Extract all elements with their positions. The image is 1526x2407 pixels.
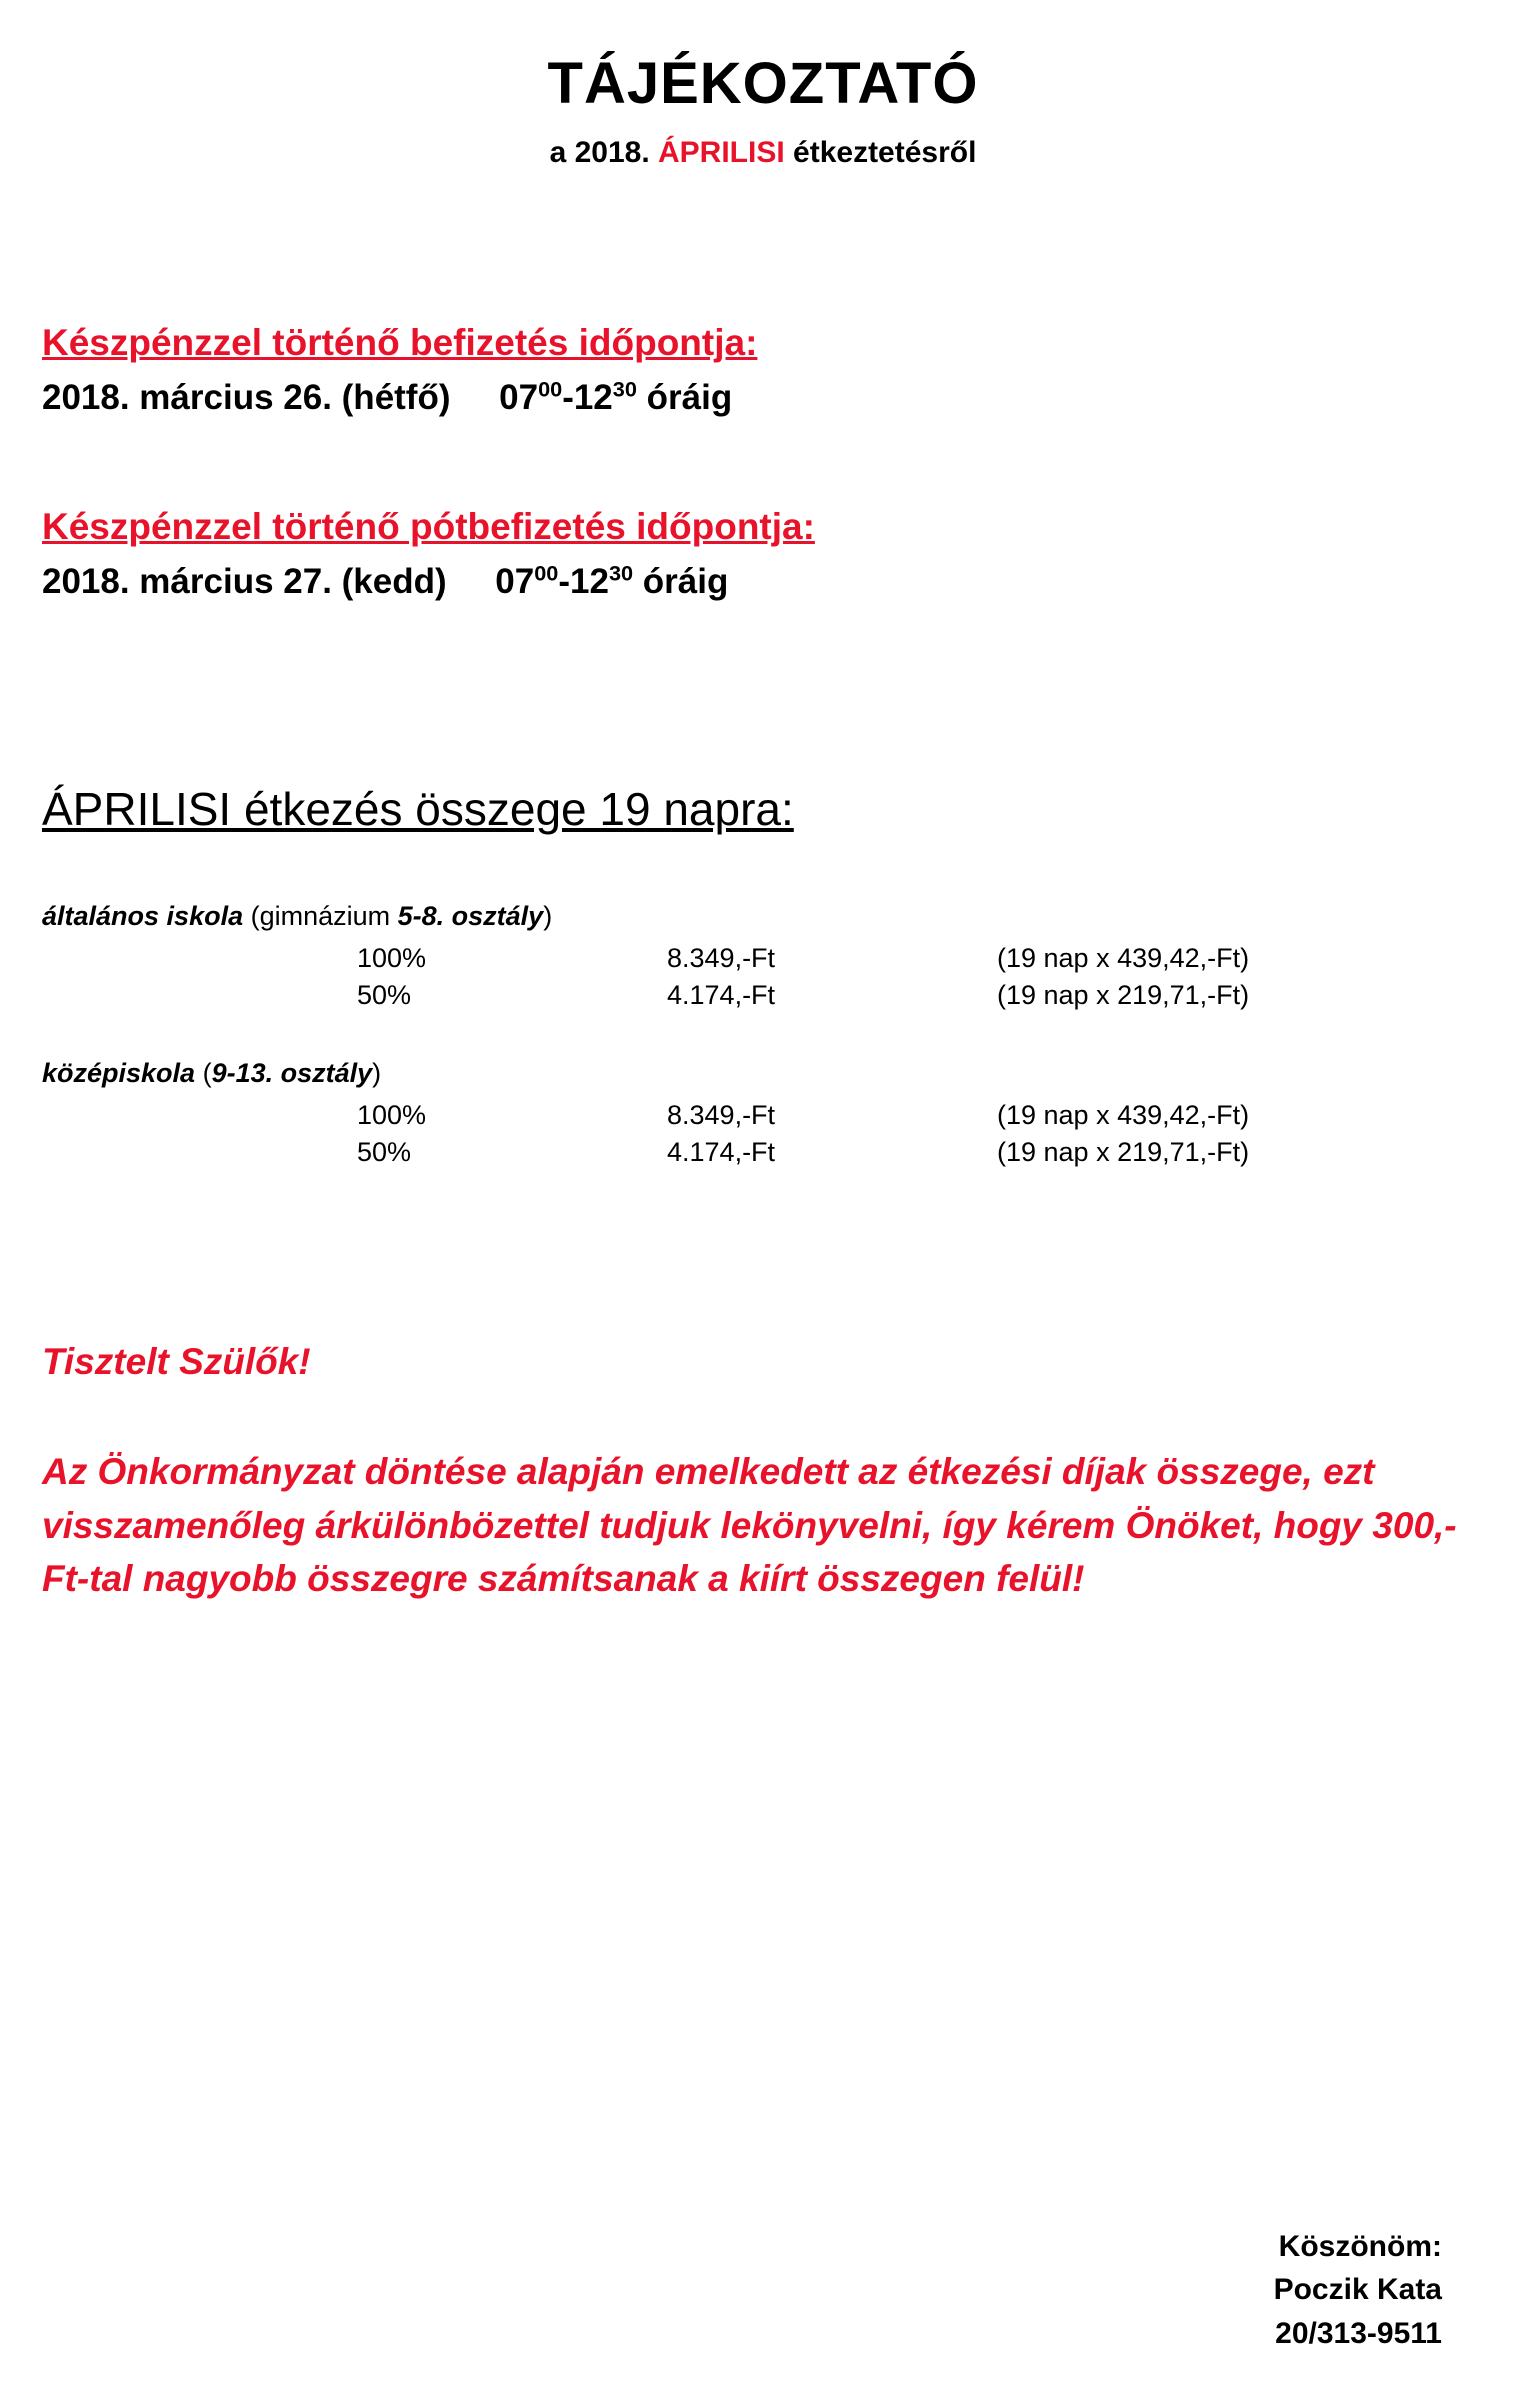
cash-payment-section bbox=[42, 320, 1526, 420]
page-title: TÁJÉKOZTATÓ bbox=[547, 51, 979, 116]
spacer-between-payments bbox=[0, 420, 1526, 504]
page-subtitle bbox=[0, 136, 1526, 170]
school-name-bold: általános iskola bbox=[42, 900, 244, 931]
late-line-prefix: 2018. március 27. (kedd) 07 bbox=[42, 562, 535, 602]
subtitle-highlight: ÁPRILISI bbox=[658, 135, 785, 169]
rate-sum: 4.174,-Ft bbox=[667, 1137, 776, 1168]
rate-table-secondary bbox=[42, 1097, 1249, 1171]
rate-sum: 8.349,-Ft bbox=[667, 943, 776, 974]
message-body: Az Önkormányzat döntése alapján emelkedett az étkezési díjak összege, ezt visszamenőleg árkülönbözettel tudjuk lekönyvelni, így kérem Önöket, hogy 300,- Ft-tal nagyobb összegre számítsanak a kiírt összegen felül! bbox=[42, 1451, 1457, 1600]
table-row bbox=[42, 1097, 1249, 1134]
table-row bbox=[42, 1134, 1249, 1171]
school-name-bold: középiskola bbox=[42, 1058, 196, 1089]
rate-table-elementary bbox=[42, 940, 1249, 1014]
school-group-name bbox=[42, 1056, 1526, 1091]
footer-signature bbox=[1274, 2225, 1442, 2356]
late-payment-heading: Készpénzzel történő pótbefizetés időpontja: bbox=[42, 505, 815, 547]
cash-line-sup-start: 00 bbox=[538, 376, 563, 402]
rate-sum: 4.174,-Ft bbox=[667, 980, 776, 1011]
late-line-sup-end: 30 bbox=[608, 560, 634, 586]
rate-sum: 8.349,-Ft bbox=[667, 1100, 776, 1131]
rate-percent: 50% bbox=[357, 980, 412, 1011]
school-name-class-range: 5-8. osztály bbox=[397, 900, 544, 931]
subtitle-suffix: étkeztetésről bbox=[784, 135, 977, 169]
subtitle-prefix: a 2018. bbox=[549, 135, 658, 169]
spacer-before-amounts bbox=[0, 604, 1526, 782]
late-line-sup-start: 00 bbox=[534, 560, 559, 586]
school-group-elementary bbox=[42, 899, 1526, 1014]
spacer-before-message bbox=[0, 1171, 1526, 1341]
school-group-name bbox=[42, 899, 1526, 934]
table-row bbox=[42, 940, 1249, 977]
footer-name: Poczik Kata bbox=[1273, 2273, 1442, 2306]
rate-percent: 50% bbox=[357, 1137, 412, 1168]
school-name-suffix: ) bbox=[372, 1058, 382, 1089]
message-greeting: Tisztelt Szülők! bbox=[42, 1341, 311, 1383]
rate-percent: 100% bbox=[357, 1100, 427, 1131]
rate-note: (19 nap x 219,71,-Ft) bbox=[997, 980, 1250, 1011]
school-name-class-range: 9-13. osztály bbox=[211, 1058, 373, 1089]
rate-note: (19 nap x 439,42,-Ft) bbox=[997, 1100, 1250, 1131]
cash-line-sup-end: 30 bbox=[612, 376, 637, 402]
school-name-prefix: ( bbox=[195, 1058, 212, 1089]
cash-payment-heading: Készpénzzel történő befizetés időpontja: bbox=[42, 321, 758, 363]
late-payment-line bbox=[42, 560, 1526, 604]
late-payment-section bbox=[42, 504, 1526, 604]
spacer-after-greeting bbox=[0, 1383, 1526, 1445]
cash-line-suffix: óráig bbox=[636, 378, 733, 418]
spacer-after-header bbox=[0, 170, 1526, 320]
footer-phone: 20/313-9511 bbox=[1275, 2316, 1442, 2350]
cash-line-mid: -12 bbox=[562, 378, 613, 418]
late-line-suffix: óráig bbox=[633, 562, 729, 602]
footer-thanks: Köszönöm: bbox=[1278, 2229, 1442, 2263]
amounts-title: ÁPRILISI étkezés összege 19 napra: bbox=[42, 782, 794, 835]
late-line-mid: -12 bbox=[558, 562, 609, 602]
school-group-secondary bbox=[42, 1056, 1526, 1171]
cash-line-prefix: 2018. március 26. (hétfő) 07 bbox=[42, 378, 539, 418]
table-row bbox=[42, 977, 1249, 1014]
cash-payment-line bbox=[42, 376, 1526, 420]
rate-note: (19 nap x 439,42,-Ft) bbox=[997, 943, 1250, 974]
spacer-after-amounts-title bbox=[0, 837, 1526, 899]
school-name-suffix: ) bbox=[543, 900, 553, 931]
school-name-prefix: (gimnázium bbox=[243, 900, 398, 931]
document-page bbox=[0, 52, 1526, 2407]
spacer-between-school-groups bbox=[0, 1014, 1526, 1056]
rate-percent: 100% bbox=[357, 943, 427, 974]
rate-note: (19 nap x 219,71,-Ft) bbox=[997, 1137, 1250, 1168]
